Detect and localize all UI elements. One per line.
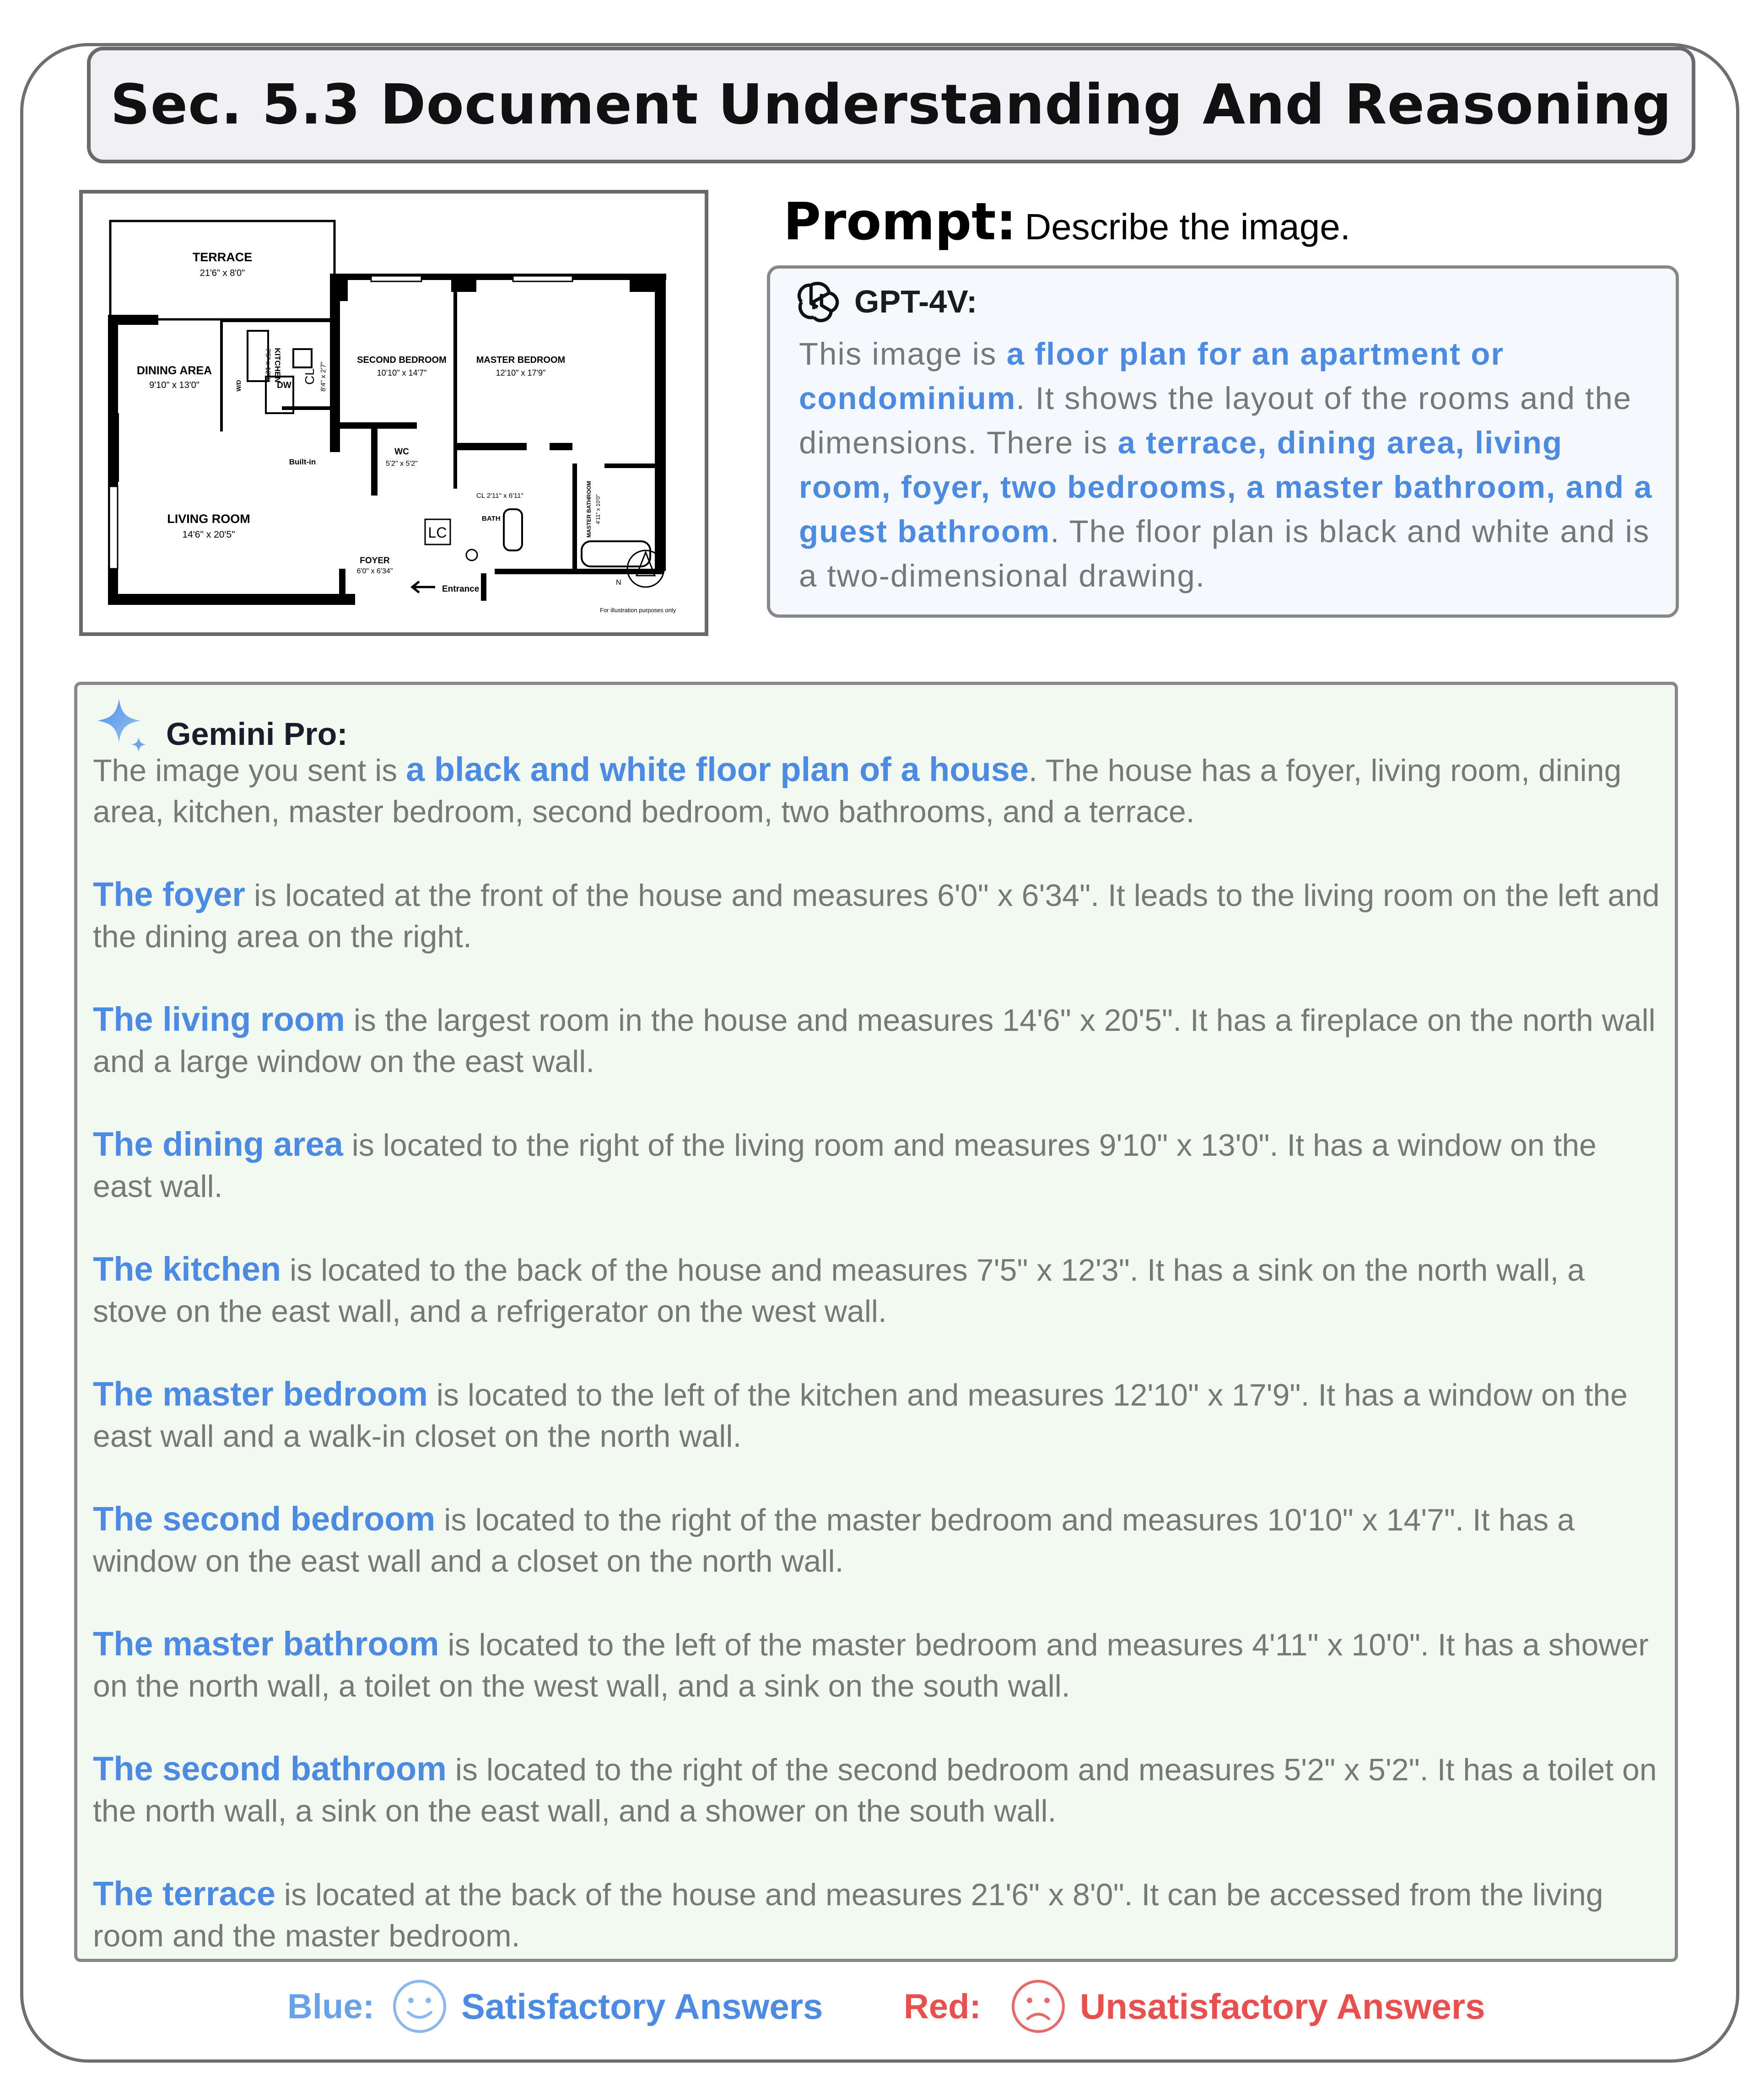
gemini-paragraph [93, 1623, 1662, 1707]
gemini-segment: is located to the left of the master bedroom and measures 4'11" x 10'0". It has a shower on the north wall, a toilet on the west wall, and a sink on the south wall. [93, 1628, 1649, 1703]
gemini-segment: . The house has a foyer, living room, dining area, kitchen, master bedroom, second bedroom, two bathrooms, and a terrace. [93, 753, 1622, 829]
wall-east [655, 274, 666, 571]
gemini-segment: is located at the front of the house and measures 6'0" x 6'34". It leads to the living room on the left and the dining area on the right. [93, 878, 1660, 954]
gemini-highlight: a black and white floor plan of a house [406, 750, 1029, 788]
gpt4v-response [799, 332, 1659, 598]
wall-foyer-west [339, 569, 345, 603]
gpt4v-name: GPT-4V: [854, 284, 977, 319]
gemini-segment: is located to the right of the second bedroom and measures 5'2" x 5'2". It has a toilet on the north wall, a sink on the east wall, and a shower on the south wall. [93, 1752, 1657, 1828]
gemini-highlight: The master bedroom [93, 1375, 428, 1413]
bathtub [582, 541, 650, 566]
label-cl-main-dim: 8'4" x 2'7" [319, 361, 327, 392]
legend-blue-key: Blue: [287, 1987, 374, 2026]
page-title: Sec. 5.3 Document Understanding And Reasoning [110, 73, 1672, 137]
gemini-sparkle-icon [94, 695, 149, 755]
gpt4v-highlight: a terrace, dining area, living room, foyer, two bedrooms, a master bathroom, and a guest bathroom [799, 425, 1653, 549]
smiley-face-icon [390, 1977, 449, 2036]
gpt4v-header [794, 278, 977, 325]
room-dim-second-bedroom: 10'10" x 14'7" [377, 368, 427, 377]
frowning-face-icon [1009, 1977, 1068, 2036]
gemini-paragraph [93, 1748, 1662, 1832]
gpt4v-highlight: a floor plan for an apartment or condominium [799, 336, 1505, 416]
label-dw: DW [277, 381, 291, 390]
room-dim-master-bathroom: 4'11" x 10'0" [595, 494, 601, 524]
gemini-response [93, 749, 1662, 1998]
room-dim-kitchen: 7'5" x 12'3" [264, 348, 272, 382]
wall-kitchen-south [282, 406, 332, 410]
room-dim-dining: 9'10" x 13'0" [149, 380, 200, 390]
legend-red-text: Unsatisfactory Answers [1079, 1986, 1485, 2026]
gemini-segment: is located to the left of the kitchen and measures 12'10" x 17'9". It has a window on the east wall and a walk-in closet on the north wall. [93, 1378, 1628, 1454]
gemini-name: Gemini Pro: [166, 716, 348, 752]
gemini-paragraph [93, 1873, 1662, 1956]
gemini-segment: The image you sent is [93, 753, 406, 788]
floorplan-figure [79, 190, 708, 636]
room-dim-living-room: 14'6" x 20'5" [182, 529, 235, 540]
gemini-answer-box [74, 682, 1678, 1962]
gpt4v-segment: This image is [799, 336, 1007, 372]
gemini-segment: is located to the right of the master bedroom and measures 10'10" x 14'7". It has a window on the east wall and a closet on the north wall. [93, 1503, 1575, 1579]
legend [0, 1977, 1764, 2045]
label-entrance: Entrance [442, 584, 480, 594]
toilet [466, 550, 477, 561]
wall-kitchen-north [220, 319, 334, 322]
room-dim-foyer: 6'0" x 6'34" [356, 567, 393, 575]
column-b [630, 274, 655, 292]
room-label-kitchen: KITCHEN [273, 348, 282, 383]
floorplan-drawing [83, 194, 705, 632]
gemini-paragraph [93, 1374, 1662, 1457]
gemini-highlight: The second bedroom [93, 1500, 436, 1538]
column-a [451, 274, 476, 292]
window-living-room [109, 486, 118, 569]
gemini-paragraph [93, 1498, 1662, 1582]
wall-south [108, 594, 355, 605]
label-bath: BATH [482, 515, 501, 523]
wall-bedroom-divider [453, 274, 457, 489]
room-dim-terrace: 21'6" x 8'0" [200, 268, 245, 278]
room-label-dining: DINING AREA [136, 364, 212, 377]
label-wd: W/D [235, 380, 242, 392]
gemini-paragraph [93, 749, 1662, 832]
tub-bath [504, 509, 522, 550]
gemini-highlight: The terrace [93, 1875, 275, 1913]
window-second-bedroom [371, 276, 421, 281]
gemini-highlight: The foyer [93, 875, 246, 913]
gpt4v-segment: . It shows the layout of the rooms and the dimensions. There is [799, 381, 1632, 460]
gemini-segment: is located to the right of the living room and measures 9'10" x 13'0". It has a window on the east wall. [93, 1128, 1597, 1204]
room-label-wc: WC [394, 447, 409, 457]
label-lc: LC [428, 524, 447, 541]
wall-bath-divider [572, 464, 577, 573]
gemini-paragraph [93, 999, 1662, 1082]
gemini-highlight: The living room [93, 1000, 345, 1038]
room-label-master-bedroom: MASTER BEDROOM [476, 355, 566, 365]
entrance-arrow [412, 582, 435, 593]
wall-master-bath-top [604, 464, 659, 468]
wall-bath-top-b [550, 443, 572, 450]
gpt4v-answer-box [767, 265, 1679, 618]
room-dim-wc: 5'2" x 5'2" [386, 460, 418, 468]
prompt-line [783, 192, 1350, 252]
wall-kitchen-west [220, 319, 223, 431]
room-label-foyer: FOYER [360, 556, 390, 566]
legend-blue-text: Satisfactory Answers [461, 1986, 823, 2026]
legend-red-key: Red: [904, 1987, 981, 2026]
sink [293, 349, 312, 367]
room-label-terrace: TERRACE [192, 250, 253, 264]
gemini-paragraph [93, 1249, 1662, 1332]
gemini-paragraph [93, 874, 1662, 957]
room-dim-master-bedroom: 12'10" x 17'9" [496, 368, 546, 377]
room-label-master-bathroom: MASTER BATHROOM [586, 481, 592, 538]
gpt4v-segment: . The floor plan is black and white and is a two-dimensional drawing. [799, 514, 1650, 593]
label-built-in: Built-in [289, 458, 316, 466]
label-cl-bath: CL 2'11" x 6'11" [476, 492, 523, 500]
gemini-highlight: The kitchen [93, 1250, 281, 1288]
openai-logo-icon [794, 278, 842, 325]
label-north: N [616, 579, 621, 587]
prompt-label: Prompt: [783, 192, 1017, 252]
gemini-highlight: The dining area [93, 1125, 343, 1163]
legend-unsatisfactory [904, 1977, 1485, 2036]
wall-wc-left [371, 422, 378, 496]
wall-foyer-east [481, 573, 486, 601]
gemini-segment: is the largest room in the house and measures 14'6" x 20'5". It has a fireplace on the north wall and a large window on the east wall. [93, 1003, 1656, 1079]
gemini-highlight: The second bathroom [93, 1750, 447, 1788]
window-master-bedroom [513, 276, 572, 281]
gemini-segment: is located to the back of the house and measures 7'5" x 12'3". It has a sink on the north wall, a stove on the east wall, and a refrigerator on the west wall. [93, 1253, 1585, 1329]
title-banner [87, 47, 1695, 163]
wall-bath-top [453, 443, 527, 450]
prompt-text: Describe the image. [1025, 206, 1350, 247]
room-label-second-bedroom: SECOND BEDROOM [357, 355, 447, 365]
legend-satisfactory [287, 1977, 823, 2036]
gemini-header [94, 695, 348, 755]
wall-segment-a [337, 274, 348, 301]
column-west [108, 413, 119, 482]
gemini-highlight: The master bathroom [93, 1625, 439, 1663]
label-cl-main: CL [302, 368, 317, 385]
room-label-living-room: LIVING ROOM [167, 512, 250, 526]
gemini-segment: is located at the back of the house and measures 21'6" x 8'0". It can be accessed from the living room and the master bedroom. [93, 1877, 1603, 1953]
label-illustration-note: For illustration purposes only [600, 607, 676, 614]
gemini-paragraph [93, 1124, 1662, 1207]
wall-north-dining [108, 315, 158, 325]
